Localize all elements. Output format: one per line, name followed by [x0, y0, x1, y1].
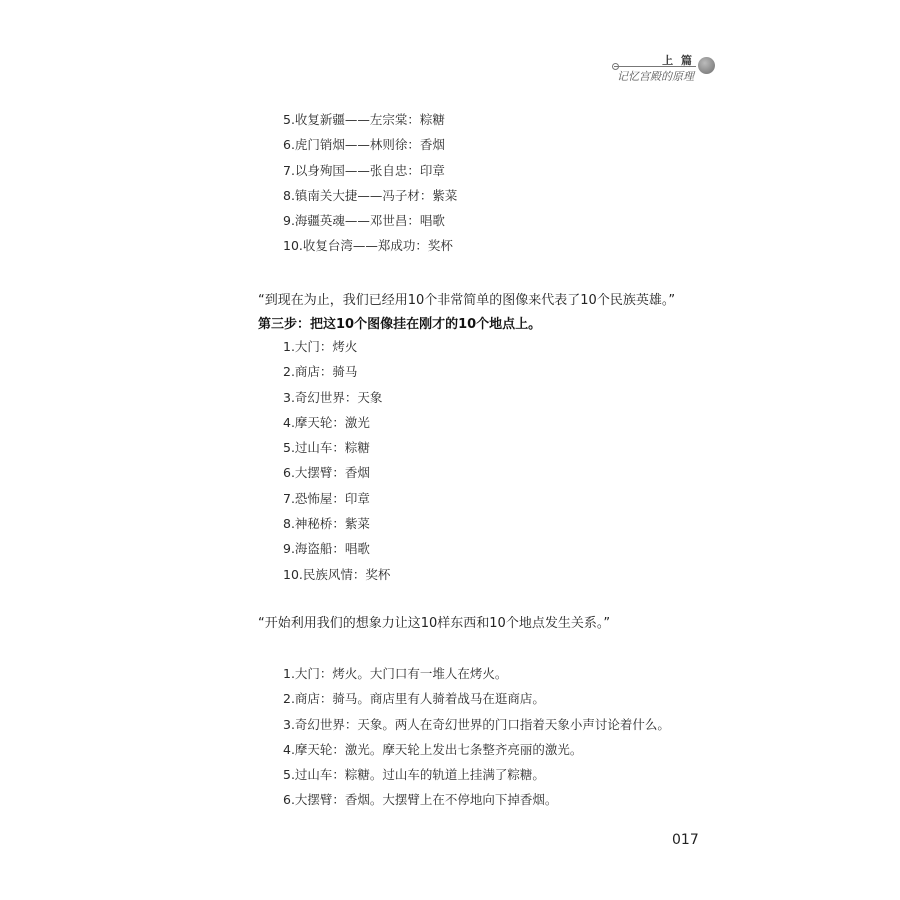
list-item: 8.镇南关大捷——冯子材：紫菜 [283, 187, 458, 203]
list-item: 4.摩天轮：激光。摩天轮上发出七条整齐亮丽的激光。 [283, 741, 583, 757]
list-item: 5.过山车：粽糖 [283, 440, 370, 456]
list-item: 5.收复新疆——左宗棠：粽糖 [283, 112, 445, 127]
list-item: 10.收复台湾——郑成功：奖杯 [283, 238, 453, 254]
list-item: 3.奇幻世界：天象 [283, 389, 383, 405]
list-item: 8.神秘桥：紫菜 [283, 516, 370, 532]
list-item: 3.奇幻世界：天象。两人在奇幻世界的门口指着天象小声讨论着什么。 [283, 716, 670, 732]
list-item: 2.商店：骑马 [283, 364, 358, 380]
step-three-heading: 第三步：把这10个图像挂在刚才的10个地点上。 [258, 317, 542, 332]
list-item: 2.商店：骑马。商店里有人骑着战马在逛商店。 [283, 691, 545, 707]
list-item: 7.以身殉国——张自忠：印章 [283, 162, 445, 178]
list-item: 5.过山车：粽糖。过山车的轨道上挂满了粽糖。 [283, 767, 545, 783]
association-story-list [283, 661, 670, 813]
list-item: 6.虎门销烟——林则徐：香烟 [283, 137, 445, 153]
list-item: 1.大门：烤火。大门口有一堆人在烤火。 [283, 666, 508, 681]
list-item: 9.海盗船：唱歌 [283, 541, 370, 557]
list-item: 4.摩天轮：激光 [283, 414, 370, 430]
hero-image-list [283, 107, 457, 259]
list-item: 9.海疆英魂——邓世昌：唱歌 [283, 213, 445, 229]
quote-paragraph-1: “到现在为止，我们已经用10个非常简单的图像来代表了10个民族英雄。” [258, 293, 676, 308]
place-image-list [283, 334, 390, 587]
list-item: 7.恐怖屋：印章 [283, 490, 370, 506]
header-large-circle-ornament [698, 57, 715, 74]
list-item: 10.民族风情：奖杯 [283, 566, 391, 582]
list-item: 6.大摆臂：香烟。大摆臂上在不停地向下掉香烟。 [283, 792, 558, 808]
list-item: 6.大摆臂：香烟 [283, 465, 370, 481]
page-number: 017 [672, 832, 699, 848]
list-item: 1.大门：烤火 [283, 339, 358, 354]
header-part-label: 上 篇 [662, 54, 694, 67]
quote-paragraph-2: “开始利用我们的想象力让这10样东西和10个地点发生关系。” [258, 616, 611, 631]
running-header [600, 48, 720, 84]
header-divider-line [614, 66, 696, 67]
header-chapter-title: 记忆宫殿的原理 [617, 70, 694, 83]
